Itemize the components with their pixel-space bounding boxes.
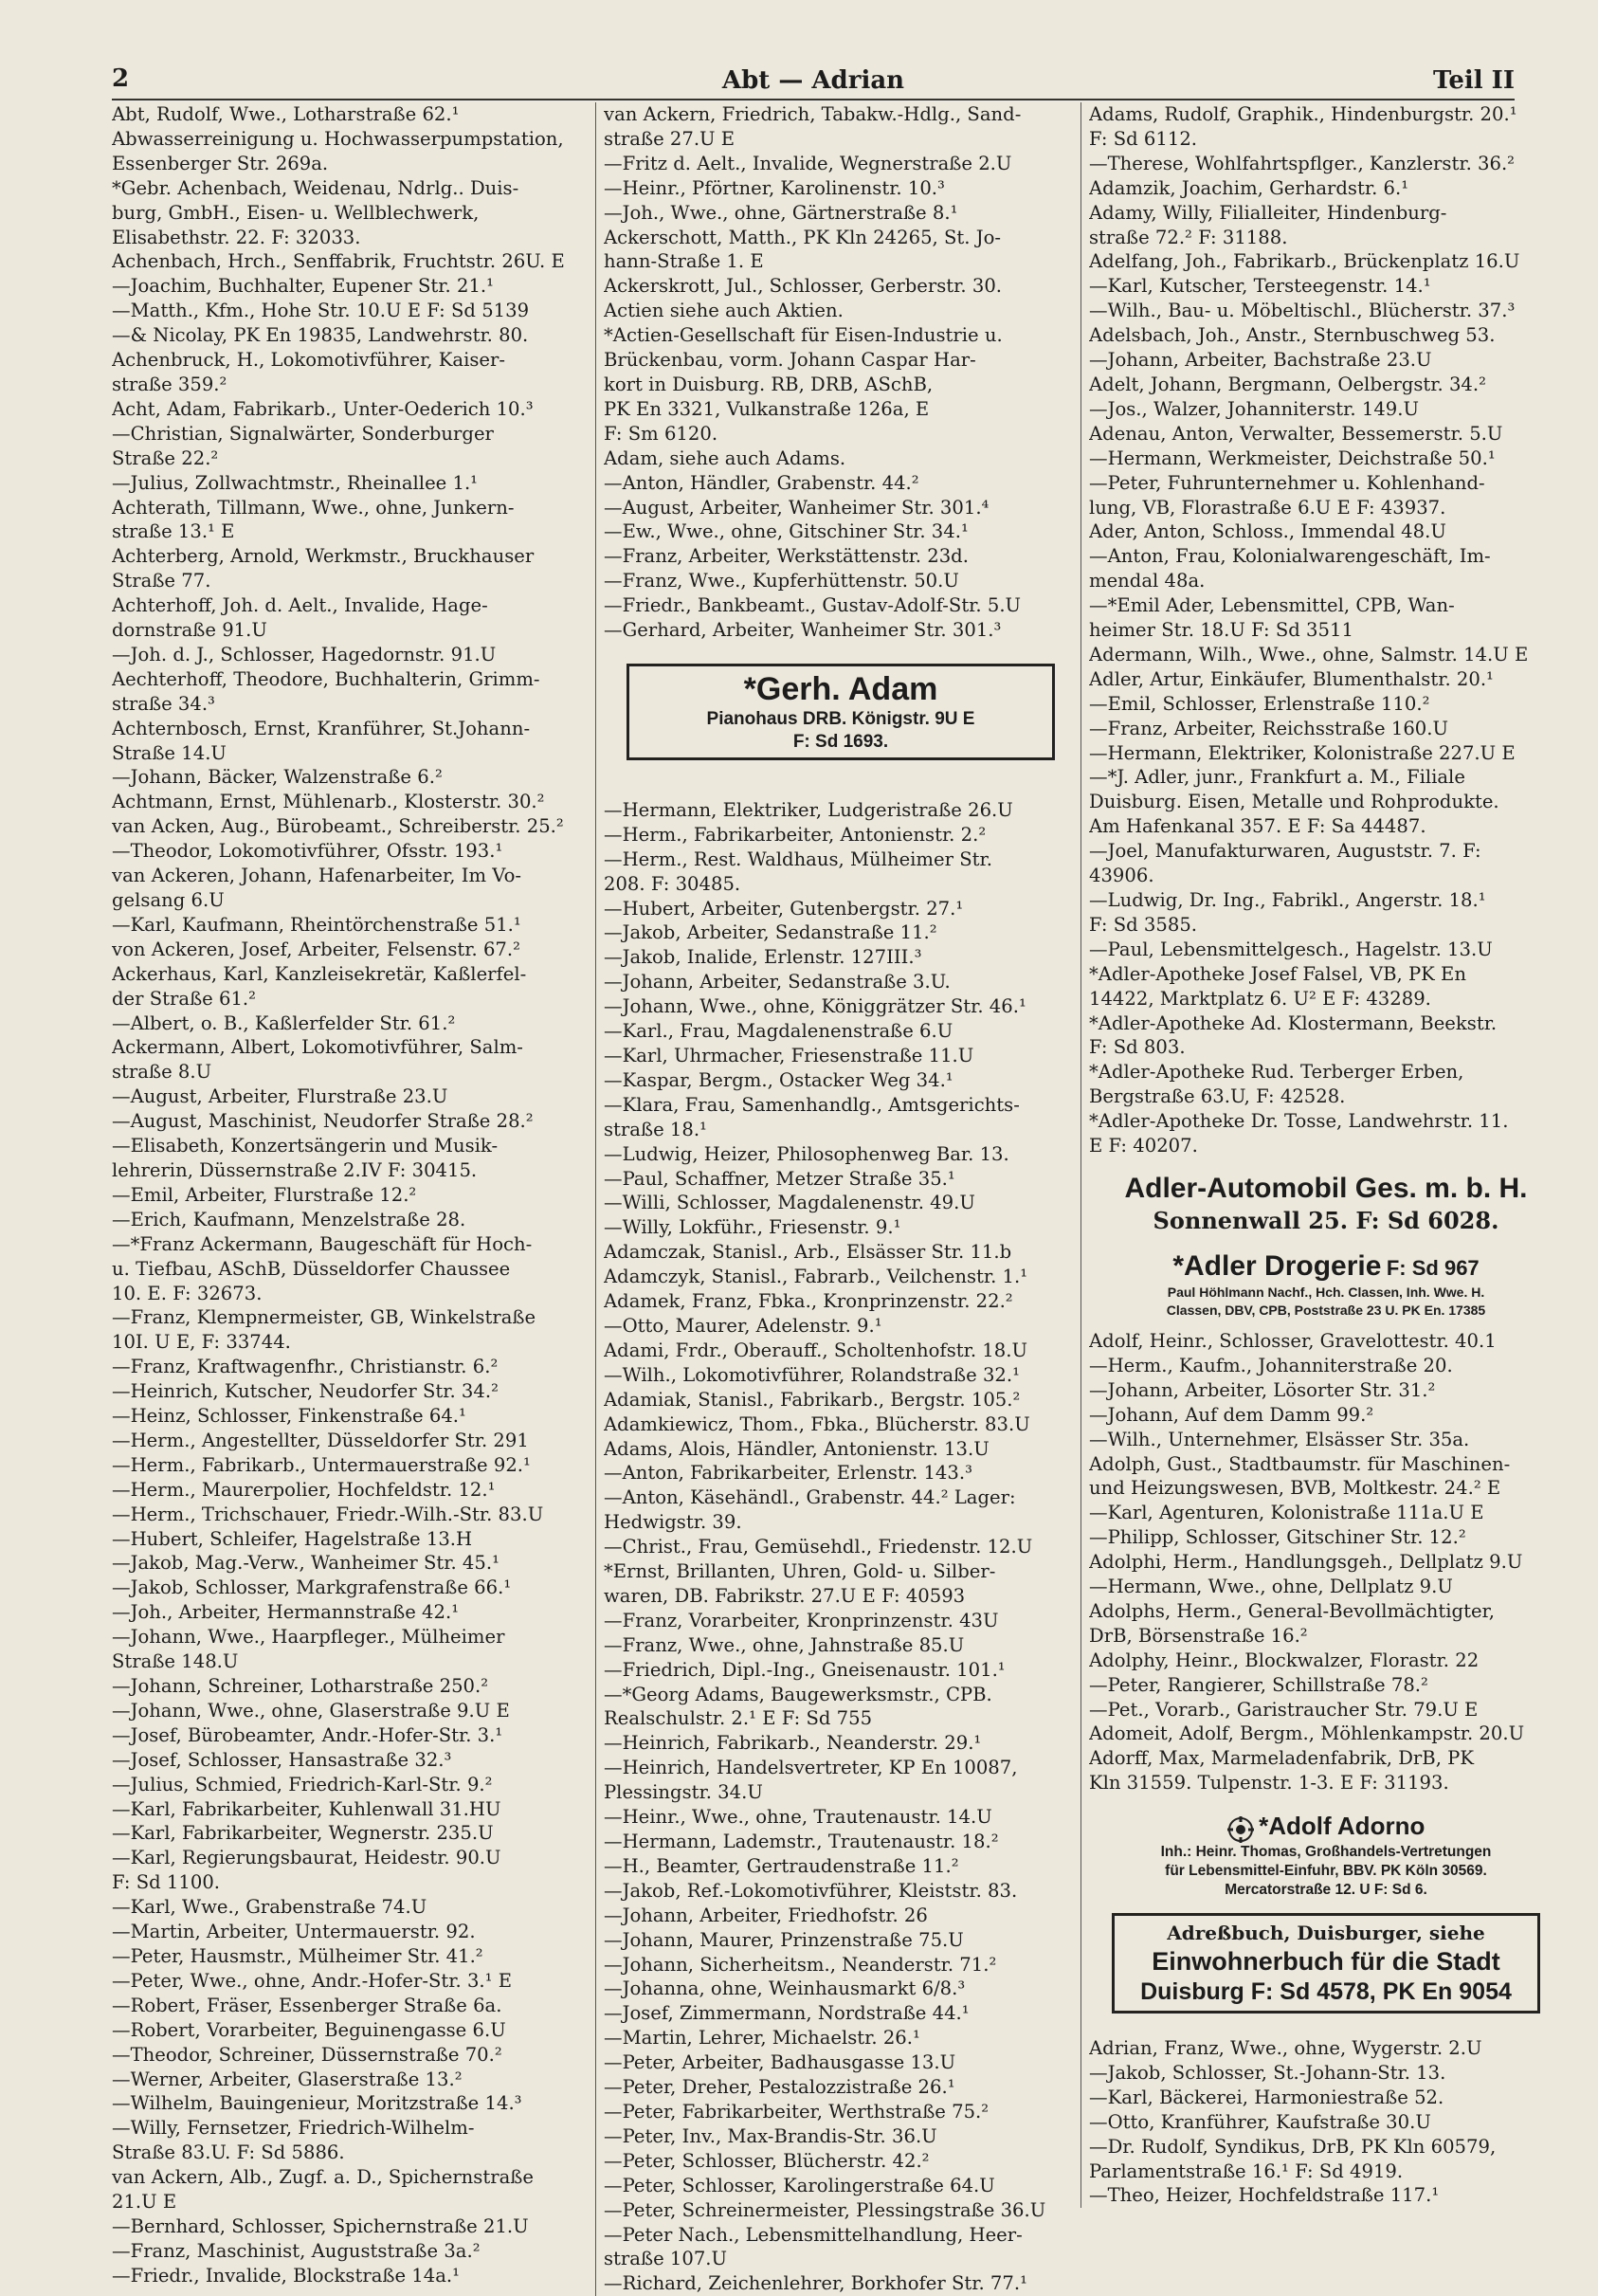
directory-entry-line: —Karl, Wwe., Grabenstraße 74.U [112, 1896, 427, 1919]
directory-entry-line: —August, Arbeiter, Flurstraße 23.U [112, 1085, 448, 1108]
directory-entry-line: Adenau, Anton, Verwalter, Bessemerstr. 5.U [1089, 422, 1503, 445]
directory-entry-line: —*J. Adler, junr., Frankfurt a. M., Filiale [1089, 766, 1465, 789]
directory-entry-line: —Jakob, Inalide, Erlenstr. 127III.³ [604, 946, 922, 969]
directory-entry-line: —Robert, Vorarbeiter, Beguinengasse 6.U [112, 2018, 506, 2041]
directory-entry-line: —Wilh., Bau- u. Möbeltischl., Blücherstr. 37.³ [1089, 300, 1516, 322]
directory-entry-line: —Richard, Zeichenlehrer, Borkhofer Str. 77.¹ [604, 2272, 1027, 2295]
directory-entry-line: —Ew., Wwe., ohne, Gitschiner Str. 34.¹ [604, 520, 969, 543]
directory-entry-line: mendal 48a. [1089, 570, 1206, 592]
ad-adler-automobil-line1: Sonnenwall 25. F: Sd 6028. [1153, 1206, 1499, 1234]
directory-entry-line: —Anton, Fabrikarbeiter, Erlenstr. 143.³ [604, 1462, 972, 1485]
directory-entry-line: —Heinrich, Kutscher, Neudorfer Str. 34.² [112, 1380, 499, 1403]
directory-entry-line: —Albert, o. B., Kaßlerfelder Str. 61.² [112, 1011, 456, 1034]
directory-entry-line: van Ackeren, Johann, Hafenarbeiter, Im Vo- [112, 865, 522, 887]
directory-entry-line: Brückenbau, vorm. Johann Caspar Har- [604, 349, 976, 372]
directory-entry-line: *Adler-Apotheke Ad. Klostermann, Beekstr. [1089, 1011, 1498, 1034]
directory-entry-line: Ackerhaus, Karl, Kanzleisekretär, Kaßlerfel- [112, 962, 527, 985]
directory-entry-line: —Herm., Rest. Waldhaus, Mülheimer Str. [604, 847, 992, 870]
directory-entry-line: —Karl, Kaufmann, Rheintörchenstraße 51.¹ [112, 913, 521, 936]
directory-entry-line: der Straße 61.² [112, 987, 257, 1010]
directory-entry-line: —Peter Nach., Lebensmittelhandlung, Heer- [604, 2223, 1023, 2246]
directory-entry-line: Adelsbach, Joh., Anstr., Sternbuschweg 53. [1089, 324, 1496, 347]
ad-adler-automobil [1089, 1172, 1563, 1236]
directory-entry-line: —Klara, Frau, Samenhandlg., Amtsgerichts- [604, 1093, 1020, 1116]
directory-entry-line: —Johann, Wwe., ohne, Glaserstraße 9.U E [112, 1699, 510, 1722]
directory-entry-line: —Franz, Arbeiter, Reichsstraße 160.U [1089, 717, 1448, 739]
directory-entry-line: Abwasserreinigung u. Hochwasserpumpstation, [112, 127, 564, 150]
directory-entry-line: —*Georg Adams, Baugewerksmstr., CPB. [604, 1683, 992, 1705]
directory-entry-line: hann-Straße 1. E [604, 250, 764, 273]
directory-entry-line: —Heinr., Pförtner, Karolinenstr. 10.³ [604, 176, 945, 199]
directory-entry-line: lung, VB, Florastraße 6.U E F: 43937. [1089, 496, 1446, 519]
directory-entry-line: Adelt, Johann, Bergmann, Oelbergstr. 34.² [1089, 373, 1486, 395]
directory-entry-line: heimer Str. 18.U F: Sd 3511 [1089, 619, 1353, 642]
directory-entry-line: —Peter, Dreher, Pestalozzistraße 26.¹ [604, 2076, 955, 2099]
directory-entry-line: burg, GmbH., Eisen- u. Wellblechwerk, [112, 201, 480, 224]
directory-entry-line: —Hermann, Lademstr., Trautenaustr. 18.² [604, 1831, 999, 1852]
directory-entry-line: —Friedrich, Dipl.-Ing., Gneisenaustr. 101.¹ [604, 1658, 1006, 1681]
directory-entry-line: —Theo, Heizer, Hochfeldstraße 117.¹ [1089, 2184, 1440, 2207]
directory-entry-line: Adami, Frdr., Oberauff., Scholtenhofstr. 18.U [604, 1339, 1027, 1361]
directory-entry-line: 10I. U E, F: 33744. [112, 1331, 291, 1354]
directory-entry-line: Adolphy, Heinr., Blockwalzer, Florastr. 22 [1089, 1649, 1480, 1671]
directory-entry-line: —Therese, Wohlfahrtspflger., Kanzlerstr. 36.² [1089, 152, 1516, 174]
directory-entry-line: —Fritz d. Aelt., Invalide, Wegnerstraße 2.U [604, 152, 1012, 174]
page-header [112, 61, 1515, 100]
directory-entry-line: Adamiak, Stanisl., Fabrikarb., Bergstr. 105.² [604, 1388, 1021, 1411]
directory-entry-line: —Wilh., Unternehmer, Elsässer Str. 35a. [1089, 1428, 1470, 1450]
entry-list-col3-top [1089, 102, 1563, 1158]
directory-entry-line: —Herm., Fabrikarbeiter, Antonienstr. 2.² [604, 823, 987, 846]
directory-entry-line: —Franz, Maschinist, Auguststraße 3a.² [112, 2239, 481, 2262]
ad-adolf-adorno-line1: Inh.: Heinr. Thomas, Großhandels-Vertretungen [1160, 1844, 1492, 1861]
directory-entry-line: —Anton, Käsehändl., Grabenstr. 44.² Lager: [604, 1486, 1016, 1509]
directory-entry-line: straße 34.³ [112, 692, 215, 715]
directory-entry-line: Achterberg, Arnold, Werkmstr., Bruckhauser [112, 545, 535, 568]
directory-entry-line: —& Nicolay, PK En 19835, Landwehrstr. 80. [112, 324, 529, 347]
directory-entry-line: —Herm., Maurerpolier, Hochfeldstr. 12.¹ [112, 1478, 496, 1501]
directory-entry-line: —Hermann, Werkmeister, Deichstraße 50.¹ [1089, 446, 1496, 469]
directory-entry-line: Achenbach, Hrch., Senffabrik, Fruchtstr. 26U. E [112, 250, 565, 273]
directory-entry-line: —Josef, Zimmermann, Nordstraße 44.¹ [604, 2002, 970, 2025]
directory-entry-line: straße 107.U [604, 2248, 728, 2270]
directory-entry-line: —Johann, Sicherheitsm., Neanderstr. 71.² [604, 1953, 997, 1976]
directory-entry-line: —Emil, Schlosser, Erlenstraße 110.² [1089, 692, 1430, 715]
directory-entry-line: —Karl, Bäckerei, Harmoniestraße 52. [1089, 2086, 1444, 2108]
ad-adolf-adorno-title: *Adolf Adorno [1259, 1812, 1425, 1841]
directory-entry-line: 10. E. F: 32673. [112, 1282, 263, 1304]
directory-entry-line: —Wilhelm, Bauingenieur, Moritzstraße 14.³ [112, 2092, 522, 2115]
directory-entry-line: —Johann, Arbeiter, Sedanstraße 3.U. [604, 971, 951, 993]
directory-entry-line: —Hermann, Wwe., ohne, Dellplatz 9.U [1089, 1576, 1453, 1598]
directory-entry-line: Aechterhoff, Theodore, Buchhalterin, Grimm- [112, 667, 540, 690]
star-logo-icon [1227, 1816, 1254, 1843]
ad-adolf-adorno [1089, 1811, 1563, 1900]
directory-entry-line: —Peter, Fuhrunternehmer u. Kohlenhand- [1089, 471, 1485, 494]
directory-entry-line: Duisburg. Eisen, Metalle und Rohprodukte. [1089, 791, 1499, 813]
directory-entry-line: straße 18.¹ [604, 1118, 707, 1140]
directory-entry-line: —Franz, Wwe., Kupferhüttenstr. 50.U [604, 570, 959, 592]
directory-entry-line: von Ackeren, Josef, Arbeiter, Felsenstr. 67.² [112, 938, 520, 960]
directory-entry-line: —Kaspar, Bergm., Ostacker Weg 34.¹ [604, 1068, 953, 1091]
directory-entry-line: waren, DB. Fabrikstr. 27.U E F: 40593 [604, 1584, 966, 1607]
directory-entry-line: —Karl., Frau, Magdalenenstraße 6.U [604, 1020, 953, 1043]
directory-entry-line: —*Emil Ader, Lebensmittel, CPB, Wan- [1089, 594, 1455, 617]
directory-entry-line: —Johann, Maurer, Prinzenstraße 75.U [604, 1928, 964, 1951]
directory-entry-line: Achterhoff, Joh. d. Aelt., Invalide, Hage- [112, 594, 488, 617]
directory-entry-line: —Johann, Arbeiter, Friedhofstr. 26 [604, 1904, 928, 1926]
directory-entry-line: —Johann, Bäcker, Walzenstraße 6.² [112, 766, 443, 789]
directory-entry-line: Essenberger Str. 269a. [112, 152, 329, 174]
directory-entry-line: u. Tiefbau, ASchB, Düsseldorfer Chaussee [112, 1257, 511, 1280]
directory-entry-line: —Herm., Fabrikarb., Untermauerstraße 92.¹ [112, 1453, 531, 1476]
directory-entry-line: —Dr. Rudolf, Syndikus, DrB, PK Kln 60579, [1089, 2135, 1497, 2158]
directory-entry-line: Adams, Alois, Händler, Antonienstr. 13.U [604, 1437, 990, 1460]
directory-entry-line: F: Sd 6112. [1089, 127, 1198, 150]
directory-entry-line: —Johann, Schreiner, Lotharstraße 250.² [112, 1675, 489, 1697]
directory-entry-line: —Karl, Fabrikarbeiter, Kuhlenwall 31.HU [112, 1797, 501, 1820]
ad-adler-drogerie [1089, 1249, 1563, 1320]
ad-adolf-adorno-line2: für Lebensmittel-Einfuhr, BBV. PK Köln 30569. [1165, 1863, 1487, 1880]
directory-entry-line: —Erich, Kaufmann, Menzelstraße 28. [112, 1208, 466, 1230]
directory-entry-line: —Johann, Arbeiter, Bachstraße 23.U [1089, 349, 1432, 372]
directory-entry-line: —Johann, Wwe., Haarpfleger., Mülheimer [112, 1626, 505, 1649]
directory-entry-line: —Peter, Rangierer, Schillstraße 78.² [1089, 1673, 1428, 1696]
directory-entry-line: —Ludwig, Dr. Ing., Fabrikl., Angerstr. 18.¹ [1089, 889, 1486, 911]
directory-entry-line: *Gebr. Achenbach, Weidenau, Ndrlg.. Duis- [112, 176, 519, 199]
directory-entry-line: Achtmann, Ernst, Mühlenarb., Klosterstr. 30.² [112, 791, 545, 813]
entry-list-col2-bottom [604, 798, 1078, 2296]
directory-entry-line: van Ackern, Alb., Zugf. a. D., Spichernstraße [112, 2166, 534, 2189]
ad-adler-drogerie-line1: Paul Höhlmann Nachf., Hch. Classen, Inh. Wwe. H. [1167, 1284, 1485, 1300]
directory-entry-line: Adamkiewicz, Thom., Fbka., Blücherstr. 83.U [604, 1412, 1030, 1435]
ad-adressbuch-line2: Einwohnerbuch für die Stadt [1152, 1947, 1500, 1977]
directory-entry-line: Parlamentstraße 16.¹ F: Sd 4919. [1089, 2159, 1404, 2182]
directory-entry-line: —Franz, Wwe., ohne, Jahnstraße 85.U [604, 1633, 965, 1656]
directory-entry-line: —*Franz Ackermann, Baugeschäft für Hoch- [112, 1232, 533, 1255]
directory-entry-line: Adelfang, Joh., Fabrikarb., Brückenplatz 16.U [1089, 250, 1520, 273]
directory-entry-line: straße 27.U E [604, 127, 735, 150]
entry-list-col2-top [604, 102, 1078, 643]
directory-entry-line: Adomeit, Adolf, Bergm., Möhlenkampstr. 20.U [1089, 1722, 1525, 1745]
directory-entry-line: —Peter, Wwe., ohne, Andr.-Hofer-Str. 3.¹ E [112, 1969, 513, 1992]
directory-entry-line: —Karl, Fabrikarbeiter, Wegnerstr. 235.U [112, 1822, 494, 1845]
directory-entry-line: DrB, Börsenstraße 16.² [1089, 1624, 1308, 1647]
directory-entry-line: Plessingstr. 34.U [604, 1781, 763, 1804]
ad-adressbuch [1112, 1913, 1540, 2014]
directory-entry-line: F: Sd 1100. [112, 1871, 221, 1894]
directory-entry-line: —Christian, Signalwärter, Sonderburger [112, 422, 494, 445]
directory-entry-line: —Jos., Walzer, Johanniterstr. 149.U [1089, 397, 1419, 420]
directory-entry-line: —Willy, Fernsetzer, Friedrich-Wilhelm- [112, 2117, 475, 2140]
directory-entry-line: —Franz, Vorarbeiter, Kronprinzenstr. 43U [604, 1609, 999, 1631]
directory-entry-line: F: Sm 6120. [604, 422, 718, 445]
directory-entry-line: —Gerhard, Arbeiter, Wanheimer Str. 301.³ [604, 619, 1002, 642]
directory-entry-line: 14422, Marktplatz 6. U² E F: 43289. [1089, 987, 1431, 1010]
directory-entry-line: Acht, Adam, Fabrikarb., Unter-Oederich 10.³ [112, 397, 534, 420]
directory-entry-line: *Adler-Apotheke Dr. Tosse, Landwehrstr. 11. [1089, 1110, 1509, 1133]
directory-entry-line: —Franz, Klempnermeister, GB, Winkelstraße [112, 1306, 536, 1329]
directory-entry-line: dornstraße 91.U [112, 619, 267, 642]
directory-entry-line: Realschulstr. 2.¹ E F: Sd 755 [604, 1707, 873, 1730]
directory-entry-line: —Hubert, Arbeiter, Gutenbergstr. 27.¹ [604, 897, 964, 920]
directory-entry-line: —Willy, Lokführ., Friesenstr. 9.¹ [604, 1216, 901, 1239]
directory-entry-line: Adolphs, Herm., General-Bevollmächtigter, [1089, 1599, 1495, 1622]
directory-entry-line: —Werner, Arbeiter, Glaserstraße 13.² [112, 2068, 463, 2090]
directory-entry-line: Straße 77. [112, 570, 211, 592]
directory-entry-line: —Herm., Kaufm., Johanniterstraße 20. [1089, 1354, 1453, 1376]
directory-entry-line: Straße 14.U [112, 741, 227, 764]
directory-entry-line: —Pet., Vorarb., Garistraucher Str. 79.U E [1089, 1698, 1479, 1721]
directory-entry-line: Achterath, Tillmann, Wwe., ohne, Junkern- [112, 496, 515, 519]
directory-entry-line: —Theodor, Schreiner, Düssernstraße 70.² [112, 2043, 502, 2066]
directory-entry-line: Hedwigstr. 39. [604, 1511, 742, 1534]
directory-entry-line: Adamek, Franz, Fbka., Kronprinzenstr. 22.² [604, 1290, 1013, 1313]
directory-entry-line: —Hermann, Elektriker, Kolonistraße 227.U E [1089, 741, 1516, 764]
directory-entry-line: —Julius, Schmied, Friedrich-Karl-Str. 9.² [112, 1773, 493, 1795]
directory-entry-line: —Paul, Schaffner, Metzer Straße 35.¹ [604, 1167, 955, 1190]
directory-entry-line: —Julius, Zollwachtmstr., Rheinallee 1.¹ [112, 471, 479, 494]
directory-entry-line: kort in Duisburg. RB, DRB, ASchB, [604, 373, 934, 395]
directory-entry-line: —Jakob, Schlosser, Markgrafenstraße 66.¹ [112, 1576, 512, 1599]
directory-entry-line: —Peter, Hausmstr., Mülheimer Str. 41.² [112, 1944, 483, 1967]
directory-entry-line: —Otto, Maurer, Adelenstr. 9.¹ [604, 1314, 882, 1337]
directory-entry-line: —Willi, Schlosser, Magdalenenstr. 49.U [604, 1192, 975, 1214]
column-3 [1080, 102, 1563, 2208]
ad-adressbuch-line3: Duisburg F: Sd 4578, PK En 9054 [1140, 1978, 1512, 2006]
entry-list-col3-bottom [1089, 2036, 1563, 2208]
directory-entry-line: —Martin, Lehrer, Michaelstr. 26.¹ [604, 2027, 920, 2050]
directory-entry-line: Adamczyk, Stanisl., Fabrarb., Veilchenstr. 1.¹ [604, 1266, 1028, 1288]
directory-entry-line: Elisabethstr. 22. F: 32033. [112, 226, 361, 248]
directory-entry-line: —Josef, Bürobeamter, Andr.-Hofer-Str. 3.¹ [112, 1723, 503, 1746]
directory-entry-line: —Herm., Angestellter, Düsseldorfer Str. 291 [112, 1429, 529, 1451]
directory-entry-line: —Jakob, Mag.-Verw., Wanheimer Str. 45.¹ [112, 1552, 499, 1575]
directory-entry-line: —Elisabeth, Konzertsängerin und Musik- [112, 1135, 499, 1157]
directory-entry-line: —Josef, Schlosser, Hansastraße 32.³ [112, 1748, 452, 1771]
column-1 [112, 102, 584, 2288]
page-number: 2 [112, 64, 130, 93]
directory-entry-line: Adler, Artur, Einkäufer, Blumenthalstr. 20.¹ [1089, 667, 1494, 690]
directory-entry-line: van Acken, Aug., Bürobeamt., Schreiberstr. 25.² [112, 815, 564, 838]
directory-entry-line: Achenbruck, H., Lokomotivführer, Kaiser- [112, 349, 505, 372]
directory-entry-line: Achternbosch, Ernst, Kranführer, St.Johann- [112, 717, 531, 739]
directory-entry-line: —Franz, Kraftwagenfhr., Christianstr. 6.² [112, 1356, 499, 1378]
directory-entry-line: —August, Maschinist, Neudorfer Straße 28.² [112, 1110, 534, 1133]
directory-entry-line: —Peter, Arbeiter, Badhausgasse 13.U [604, 2051, 956, 2074]
directory-entry-line: Ackerschott, Matth., PK Kln 24265, St. Jo- [604, 226, 1002, 248]
directory-entry-line: *Adler-Apotheke Rud. Terberger Erben, [1089, 1061, 1464, 1084]
directory-entry-line: Adamy, Willy, Filialleiter, Hindenburg- [1089, 201, 1447, 224]
ad-adolf-adorno-line3: Mercatorstraße 12. U F: Sd 6. [1225, 1882, 1427, 1899]
directory-entry-line: —Jakob, Arbeiter, Sedanstraße 11.² [604, 921, 937, 944]
directory-entry-line: —Johanna, ohne, Weinhausmarkt 6/8.³ [604, 1977, 966, 2000]
directory-entry-line: —Ludwig, Heizer, Philosophenweg Bar. 13. [604, 1142, 1009, 1165]
directory-entry-line: —Johann, Wwe., ohne, Königgrätzer Str. 46.¹ [604, 995, 1026, 1018]
directory-entry-line: *Adler-Apotheke Josef Falsel, VB, PK En [1089, 962, 1466, 985]
directory-entry-line: —Johann, Auf dem Damm 99.² [1089, 1403, 1374, 1426]
directory-entry-line: *Actien-Gesellschaft für Eisen-Industrie u. [604, 324, 1003, 347]
directory-entry-line: —Matth., Kfm., Hohe Str. 10.U E F: Sd 5139 [112, 300, 530, 322]
directory-entry-line: straße 359.² [112, 373, 227, 395]
directory-entry-line: straße 13.¹ E [112, 520, 235, 543]
directory-entry-line: —Bernhard, Schlosser, Spichernstraße 21.U [112, 2214, 529, 2237]
directory-entry-line: Adamzik, Joachim, Gerhardstr. 6.¹ [1089, 176, 1409, 199]
column-2 [595, 102, 1078, 2296]
directory-entry-line: —Joel, Manufakturwaren, Auguststr. 7. F: [1089, 840, 1481, 863]
directory-entry-line: —Otto, Kranführer, Kaufstraße 30.U [1089, 2110, 1431, 2133]
directory-entry-line: —Heinr., Wwe., ohne, Trautenaustr. 14.U [604, 1806, 992, 1829]
directory-entry-line: Adolf, Heinr., Schlosser, Gravelottestr. 40.1 [1089, 1329, 1497, 1352]
directory-entry-line: —Herm., Trichschauer, Friedr.-Wilh.-Str. 83.U [112, 1503, 544, 1525]
part-label: Teil II [1432, 66, 1515, 95]
directory-entry-line: lehrerin, Düssernstraße 2.IV F: 30415. [112, 1158, 478, 1181]
directory-entry-line: straße 8.U [112, 1061, 212, 1084]
directory-entry-line: —Joh., Wwe., ohne, Gärtnerstraße 8.¹ [604, 201, 958, 224]
directory-entry-line: —Emil, Arbeiter, Flurstraße 12.² [112, 1183, 417, 1206]
directory-entry-line: —Johann, Arbeiter, Lösorter Str. 31.² [1089, 1378, 1436, 1401]
directory-entry-line: —Christ., Frau, Gemüsehdl., Friedenstr. 12.U [604, 1536, 1033, 1558]
directory-entry-line: —Friedr., Invalide, Blockstraße 14a.¹ [112, 2264, 460, 2287]
directory-entry-line: gelsang 6.U [112, 889, 225, 911]
directory-entry-line: —Anton, Händler, Grabenstr. 44.² [604, 471, 919, 494]
directory-entry-line: Adrian, Franz, Wwe., ohne, Wygerstr. 2.U [1089, 2037, 1482, 2060]
directory-entry-line: —H., Beamter, Gertraudenstraße 11.² [604, 1854, 959, 1877]
ad-adler-automobil-title: Adler-Automobil Ges. m. b. H. [1124, 1172, 1528, 1204]
directory-entry-line: Adolph, Gust., Stadtbaumstr. für Maschinen- [1089, 1452, 1511, 1475]
ad-adler-drogerie-title: *Adler Drogerie [1172, 1249, 1382, 1282]
directory-entry-line: —Philipp, Schlosser, Gitschiner Str. 12.² [1089, 1526, 1466, 1549]
directory-entry-line: Adorff, Max, Marmeladenfabrik, DrB, PK [1089, 1747, 1474, 1770]
directory-entry-line: —Wilh., Lokomotivführer, Rolandstraße 32.¹ [604, 1363, 1020, 1386]
directory-entry-line: und Heizungswesen, BVB, Moltkestr. 24.² E [1089, 1477, 1501, 1500]
directory-entry-line: Straße 83.U. F: Sd 5886. [112, 2141, 345, 2164]
directory-entry-line: *Ernst, Brillanten, Uhren, Gold- u. Silber- [604, 1560, 996, 1583]
directory-entry-line: Straße 22.² [112, 446, 219, 469]
directory-entry-line: straße 72.² F: 31188. [1089, 226, 1288, 248]
directory-entry-line: E F: 40207. [1089, 1135, 1198, 1157]
directory-entry-line: Ackermann, Albert, Lokomotivführer, Salm- [112, 1036, 523, 1059]
entry-list-col3-mid [1089, 1329, 1563, 1795]
directory-entry-line: Actien siehe auch Aktien. [604, 300, 844, 322]
directory-entry-line: —Heinrich, Fabrikarb., Neanderstr. 29.¹ [604, 1732, 982, 1755]
entry-list-col1 [112, 102, 584, 2288]
directory-entry-line: Am Hafenkanal 357. E F: Sa 44487. [1089, 815, 1426, 838]
directory-entry-line: van Ackern, Friedrich, Tabakw.-Hdlg., Sand- [604, 103, 1022, 125]
directory-entry-line: Adamczak, Stanisl., Arb., Elsässer Str. 11.b [604, 1241, 1012, 1264]
directory-entry-line: —Hermann, Elektriker, Ludgeristraße 26.U [604, 798, 1013, 821]
directory-entry-line: —August, Arbeiter, Wanheimer Str. 301.⁴ [604, 496, 990, 519]
directory-entry-line: —Martin, Arbeiter, Untermauerstr. 92. [112, 1921, 476, 1943]
directory-entry-line: Straße 148.U [112, 1650, 239, 1673]
directory-entry-line: —Karl, Uhrmacher, Friesenstraße 11.U [604, 1045, 974, 1066]
ad-gerh-adam-title: *Gerh. Adam [743, 670, 938, 707]
directory-entry-line: F: Sd 3585. [1089, 913, 1198, 936]
ad-gerh-adam [626, 664, 1055, 760]
directory-entry-line: Adolphi, Herm., Handlungsgeh., Dellplatz 9.U [1089, 1551, 1523, 1574]
ad-gerh-adam-line1: Pianohaus DRB. Königstr. 9U E [706, 708, 975, 729]
directory-entry-line: —Peter, Schlosser, Blücherstr. 42.² [604, 2149, 930, 2172]
directory-entry-line: —Anton, Frau, Kolonialwarengeschäft, Im- [1089, 545, 1491, 568]
directory-entry-line: —Joh. d. J., Schlosser, Hagedornstr. 91.U [112, 643, 497, 665]
ad-gerh-adam-line2: F: Sd 1693. [792, 731, 889, 752]
ad-adressbuch-line1: Adreßbuch, Duisburger, siehe [1167, 1922, 1485, 1945]
directory-entry-line: PK En 3321, Vulkanstraße 126a, E [604, 397, 930, 420]
directory-entry-line: Abt, Rudolf, Wwe., Lotharstraße 62.¹ [112, 103, 460, 125]
ad-adler-drogerie-phone: F: Sd 967 [1386, 1255, 1480, 1280]
directory-entry-line: —Theodor, Lokomotivführer, Ofsstr. 193.¹ [112, 840, 503, 863]
directory-entry-line: —Paul, Lebensmittelgesch., Hagelstr. 13.U [1089, 938, 1493, 960]
directory-entry-line: —Heinrich, Handelsvertreter, KP En 10087, [604, 1757, 1018, 1779]
directory-entry-line: F: Sd 803. [1089, 1036, 1186, 1059]
directory-entry-line: Ackerskrott, Jul., Schlosser, Gerberstr. 30. [604, 275, 1003, 298]
directory-entry-line: —Joh., Arbeiter, Hermannstraße 42.¹ [112, 1601, 460, 1624]
directory-entry-line: Ader, Anton, Schloss., Immendal 48.U [1089, 520, 1446, 543]
directory-entry-line: —Peter, Schreinermeister, Plessingstraße 36.U [604, 2198, 1046, 2221]
running-title: Abt — Adrian [721, 66, 905, 95]
directory-entry-line: —Peter, Fabrikarbeiter, Werthstraße 75.² [604, 2100, 990, 2123]
directory-entry-line: —Heinz, Schlosser, Finkenstraße 64.¹ [112, 1405, 466, 1428]
directory-entry-line: —Robert, Fräser, Essenberger Straße 6a. [112, 1994, 502, 2016]
directory-entry-line: —Peter, Schlosser, Karolingerstraße 64.U [604, 2174, 995, 2196]
directory-entry-line: —Jakob, Ref.-Lokomotivführer, Kleiststr. 83. [604, 1879, 1018, 1902]
directory-entry-line: Adams, Rudolf, Graphik., Hindenburgstr. 20.¹ [1089, 103, 1517, 125]
directory-entry-line: Kln 31559. Tulpenstr. 1-3. E F: 31193. [1089, 1772, 1449, 1795]
directory-entry-line: —Karl, Agenturen, Kolonistraße 111a.U E [1089, 1502, 1484, 1524]
directory-entry-line: 43906. [1089, 865, 1154, 887]
directory-entry-line: —Hubert, Schleifer, Hagelstraße 13.H [112, 1527, 473, 1550]
directory-entry-line: —Friedr., Bankbeamt., Gustav-Adolf-Str. 5.U [604, 594, 1022, 617]
ad-adler-drogerie-line2: Classen, DBV, CPB, Poststraße 23 U. PK En. 17385 [1166, 1302, 1486, 1318]
directory-entry-line: —Franz, Arbeiter, Werkstättenstr. 23d. [604, 545, 969, 568]
directory-entry-line: 208. F: 30485. [604, 872, 741, 895]
directory-entry-line: 21.U E [112, 2191, 177, 2214]
directory-entry-line: —Joachim, Buchhalter, Eupener Str. 21.¹ [112, 275, 494, 298]
directory-entry-line: —Jakob, Schlosser, St.-Johann-Str. 13. [1089, 2061, 1446, 2084]
directory-entry-line: Adermann, Wilh., Wwe., ohne, Salmstr. 14.U E [1089, 643, 1529, 665]
directory-entry-line: Adam, siehe auch Adams. [604, 446, 846, 469]
directory-entry-line: Bergstraße 63.U, F: 42528. [1089, 1085, 1346, 1108]
directory-entry-line: —Karl, Regierungsbaurat, Heidestr. 90.U [112, 1847, 501, 1869]
directory-entry-line: —Karl, Kutscher, Tersteegenstr. 14.¹ [1089, 275, 1431, 298]
directory-entry-line: —Peter, Inv., Max-Brandis-Str. 36.U [604, 2124, 937, 2147]
